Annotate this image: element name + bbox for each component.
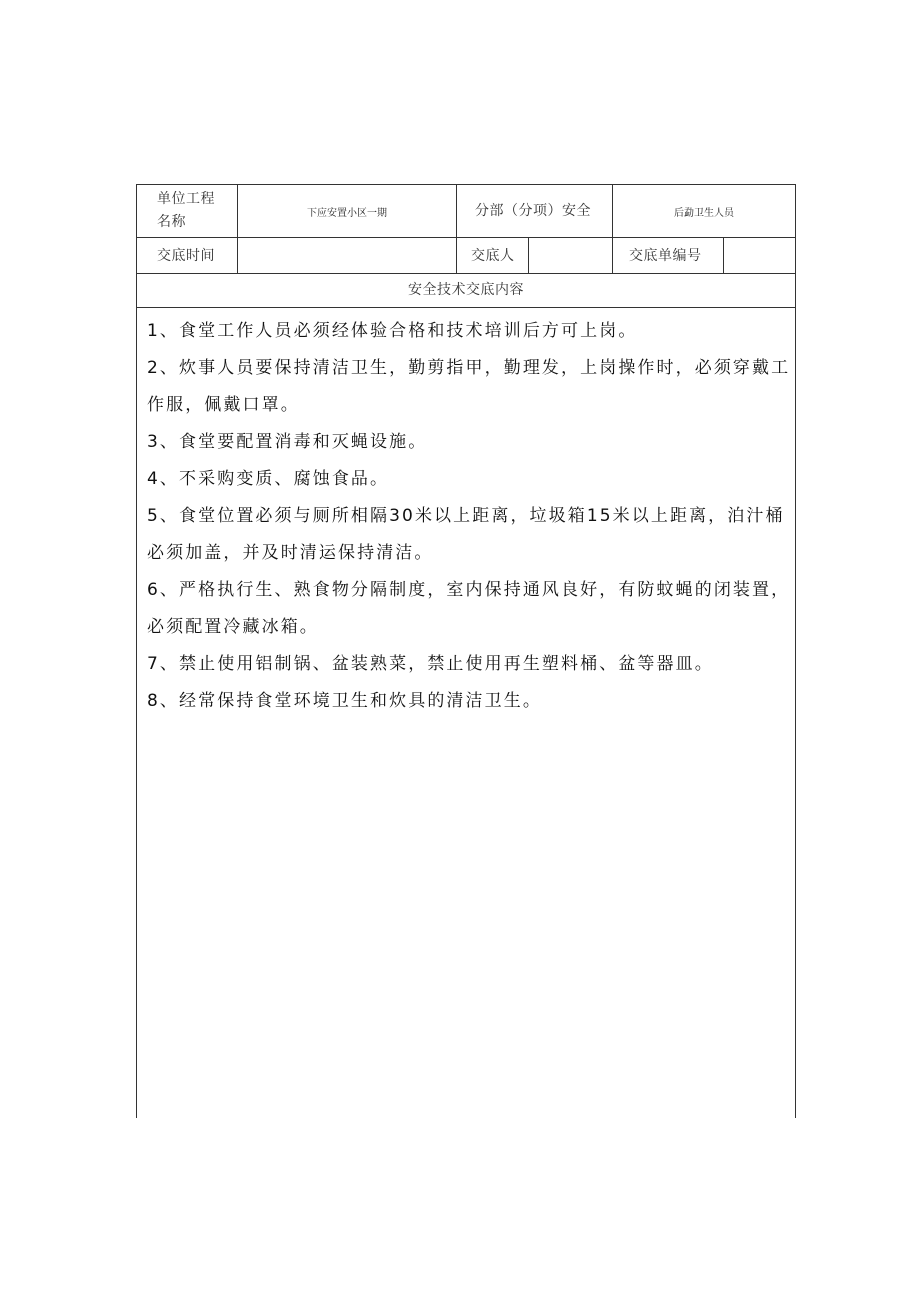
list-item: 7、禁止使用铝制锅、盆装熟菜，禁止使用再生塑料桶、盆等器皿。	[147, 654, 714, 674]
project-name-label: 单位工程名称	[157, 191, 215, 230]
presenter-label: 交底人	[456, 238, 528, 273]
division-label: 分部（分项）安全	[456, 185, 612, 237]
presenter-value	[528, 238, 612, 273]
section-title: 安全技术交底内容	[408, 282, 524, 298]
list-item: 6、严格执行生、熟食物分隔制度，室内保持通风良好，有防蚊蝇的闭装置，必须配置冷藏冰箱。	[147, 580, 791, 637]
list-item: 2、炊事人员要保持清洁卫生，勤剪指甲，勤理发，上岗操作时，必须穿戴工作服，佩戴口罩。	[147, 358, 791, 415]
disclosure-content	[147, 313, 795, 720]
project-name-value: 下应安置小区一期	[237, 185, 456, 237]
doc-number-value	[723, 238, 795, 273]
division-value: 后勐卫生人员	[612, 185, 795, 237]
date-label: 交底时间	[157, 247, 215, 264]
list-item: 5、食堂位置必须与厕所相隔30米以上距离，垃圾箱15米以上距离，泊汁桶必须加盖，并及时清运保持清洁。	[147, 506, 785, 563]
doc-number-label: 交底单编号	[612, 238, 723, 273]
list-item: 1、食堂工作人员必须经体验合格和技术培训后方可上岗。	[147, 321, 638, 341]
list-item: 4、不采购变质、腐蚀食品。	[147, 469, 390, 489]
header-row-meta	[137, 238, 795, 274]
header-row-project	[137, 185, 795, 238]
list-item: 3、食堂要配置消毒和灭蝇设施。	[147, 432, 428, 452]
section-title-row	[137, 274, 795, 308]
list-item: 8、经常保持食堂环境卫生和炊具的清洁卫生。	[147, 691, 542, 711]
date-value	[237, 238, 456, 273]
safety-disclosure-form	[136, 184, 796, 1118]
